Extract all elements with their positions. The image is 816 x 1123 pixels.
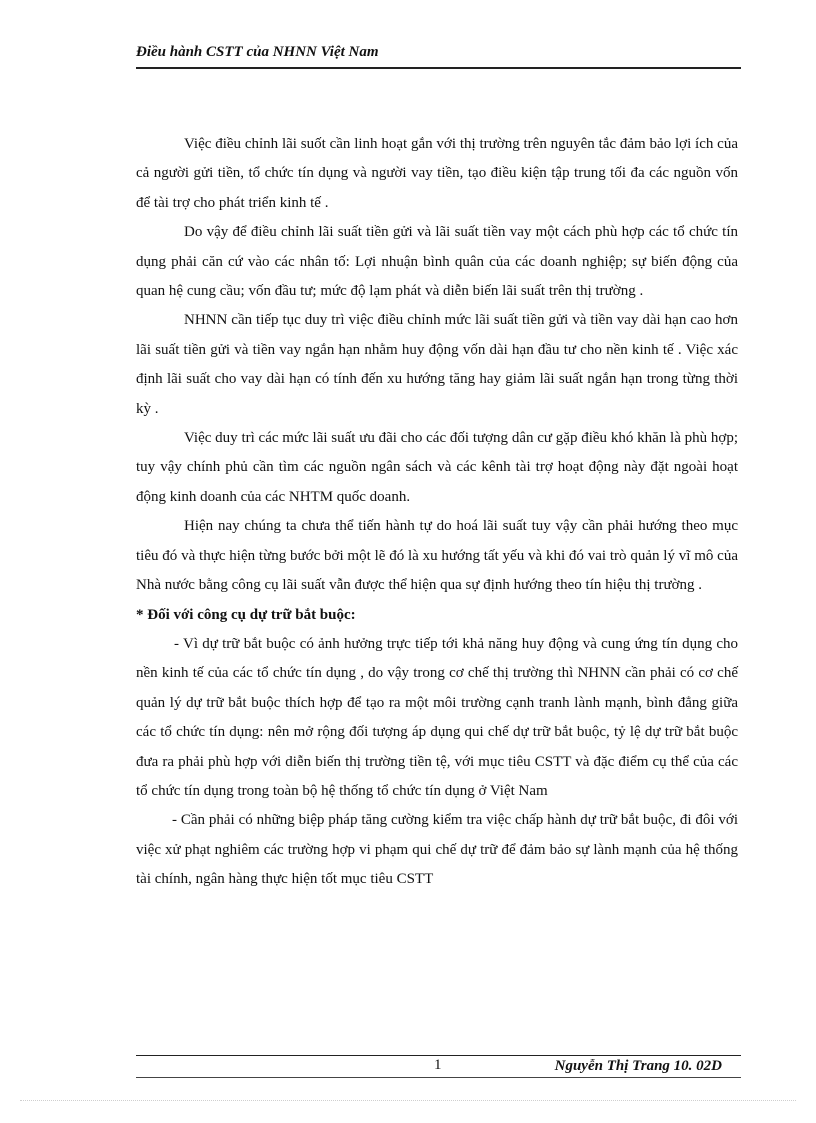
paragraph-5: Hiện nay chúng ta chưa thể tiến hành tự do hoá lãi suất tuy vậy cần phải hướng theo mục tiêu đó và thực hiện từng bước bởi một lẽ đó là xu hướng tất yếu và khi đó vai trò quản lý vĩ mô của Nhà nước bằng công cụ lãi suất vẫn được thể hiện qua sự định hướng theo tín hiệu thị trường . — [136, 518, 738, 594]
section-subheading: * Đối với công cụ dự trữ bắt buộc: — [136, 606, 356, 623]
bullet-paragraph-2: - Cần phải có những biệp pháp tăng cường kiểm tra việc chấp hành dự trữ bắt buộc, đi đôi với việc xử phạt nghiêm các trường hợp vi phạm qui chế dự trữ để đảm bảo sự lành mạnh của hệ thống tài chính, ngân hàng thực hiện tốt mục tiêu CSTT — [136, 812, 738, 888]
document-body — [136, 130, 738, 895]
footer-divider — [136, 1055, 741, 1056]
page-number: 1 — [434, 1057, 442, 1073]
paragraph-1: Việc điều chỉnh lãi suốt cần linh hoạt gắn với thị trường trên nguyên tắc đảm bảo lợi ích của cả người gửi tiền, tổ chức tín dụng và người vay tiền, tạo điều kiện tập trung tối đa các nguồn vốn để tài trợ cho phát triển kinh tế . — [136, 136, 738, 211]
page-edge-dotted-line — [20, 1100, 796, 1101]
paragraph-2: Do vậy để điều chỉnh lãi suất tiền gửi và lãi suất tiền vay một cách phù hợp các tổ chức tín dụng phải căn cứ vào các nhân tố: Lợi nhuận bình quân của các doanh nghiệp; sự biến động của quan hệ cung cầu; vốn đầu tư; mức độ lạm phát và diễn biến lãi suất trên thị trường . — [136, 224, 738, 300]
footer-bottom-divider — [136, 1077, 741, 1078]
footer-author: Nguyễn Thị Trang 10. 02D — [554, 1058, 722, 1074]
running-header: Điều hành CSTT của NHNN Việt Nam — [136, 44, 379, 60]
bullet-paragraph-1: - Vì dự trữ bắt buộc có ảnh hưởng trực tiếp tới khả năng huy động và cung ứng tín dụng cho nền kinh tế của các tổ chức tín dụng , do vậy trong cơ chế thị trường thì NHNN cần phải có cơ chế quản lý dự trữ bắt buộc thích hợp để tạo ra một môi trường cạnh tranh lành mạnh, bình đẳng giữa các tổ chức tín dụng: nên mở rộng đối tượng áp dụng qui chế dự trữ bắt buộc, tỷ lệ dự trữ bắt buộc đưa ra phải phù hợp với diễn biến thị trường tiền tệ, với mục tiêu CSTT và đặc điểm cụ thể của các tổ chức tín dụng trong toàn bộ hệ thống tổ chức tín dụng ở Việt Nam — [136, 635, 738, 799]
paragraph-4: Việc duy trì các mức lãi suất ưu đãi cho các đối tượng dân cư gặp điều khó khăn là phù hợp; tuy vậy chính phủ cần tìm các nguồn ngân sách và các kênh tài trợ hoạt động này đặt ngoài hoạt động kinh doanh của các NHTM quốc doanh. — [136, 430, 738, 505]
header-divider — [136, 67, 741, 69]
paragraph-3: NHNN cần tiếp tục duy trì việc điều chỉnh mức lãi suất tiền gửi và tiền vay dài hạn cao hơn lãi suất tiền gửi và tiền vay ngắn hạn nhằm huy động vốn dài hạn đầu tư cho nền kinh tế . Việc xác định lãi suất cho vay dài hạn có tính đến xu hướng tăng hay giảm lãi suất ngắn hạn trong từng thời kỳ . — [136, 312, 738, 417]
